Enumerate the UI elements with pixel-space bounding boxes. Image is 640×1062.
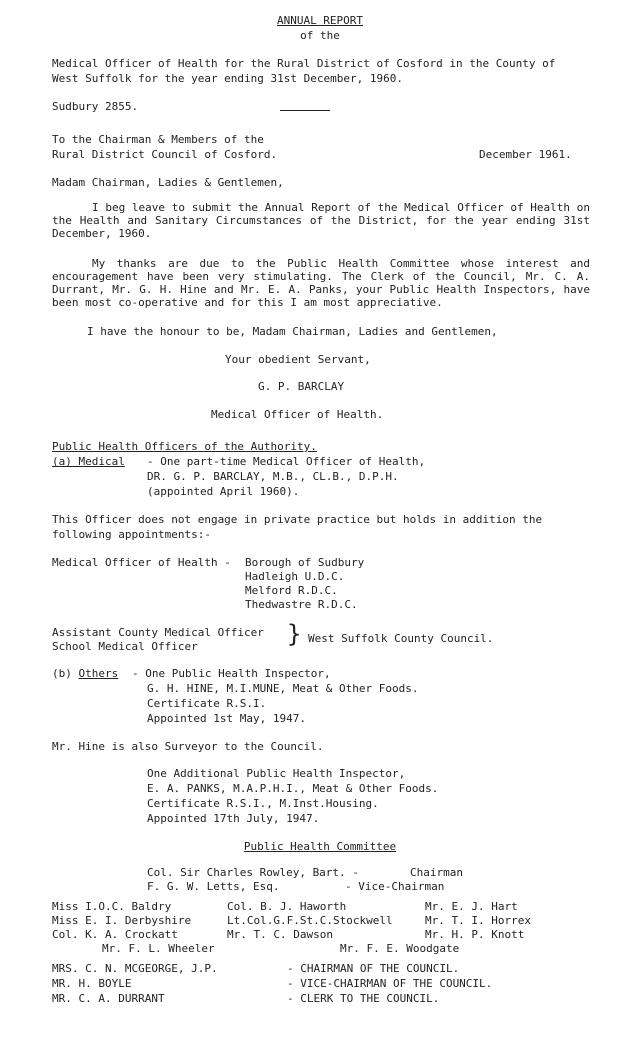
- county-council: West Suffolk County Council.: [308, 632, 494, 645]
- moh-place: Thedwastre R.D.C.: [245, 598, 358, 611]
- member-name: Mr. E. J. Hart: [425, 900, 518, 913]
- exofficio-name: MRS. C. N. MCGEORGE, J.P.: [52, 962, 218, 975]
- intro-line-1: Medical Officer of Health for the Rural District of Cosford in the County of: [52, 57, 556, 70]
- medical-line-1: - One part-time Medical Officer of Health,: [147, 455, 426, 468]
- additional-line: E. A. PANKS, M.A.P.H.I., Meat & Other Foods.: [147, 782, 439, 795]
- exofficio-role: - CLERK TO THE COUNCIL.: [287, 992, 440, 1005]
- signatory-title: Medical Officer of Health.: [211, 408, 384, 421]
- member-name: Col. B. J. Haworth: [227, 900, 347, 913]
- salutation: Madam Chairman, Ladies & Gentlemen,: [52, 176, 284, 189]
- signatory-name: G. P. BARCLAY: [258, 380, 345, 393]
- committee-heading: Public Health Committee: [243, 840, 397, 853]
- letter-date: December 1961.: [479, 148, 572, 161]
- chairman-role: Chairman: [410, 866, 463, 879]
- member-name: Lt.Col.G.F.St.C.Stockwell: [227, 914, 393, 927]
- exofficio-name: MR. H. BOYLE: [52, 977, 132, 990]
- hine-note: Mr. Hine is also Surveyor to the Council.: [52, 740, 324, 753]
- additional-line: One Additional Public Health Inspector,: [147, 767, 406, 780]
- member-name: Mr. H. P. Knott: [425, 928, 525, 941]
- intro-line-2: West Suffolk for the year ending 31st December, 1960.: [52, 72, 403, 85]
- additional-line: Certificate R.S.I., M.Inst.Housing.: [147, 797, 379, 810]
- member-name: Mr. T. I. Horrex: [425, 914, 531, 927]
- report-title: ANNUAL REPORT: [276, 14, 364, 27]
- member-name: Col. K. A. Crockatt: [52, 928, 178, 941]
- vice-chairman-role: - Vice-Chairman: [345, 880, 445, 893]
- exofficio-name: MR. C. A. DURRANT: [52, 992, 165, 1005]
- others-line: Appointed 1st May, 1947.: [147, 712, 306, 725]
- chairman-name: Col. Sir Charles Rowley, Bart. -: [147, 866, 359, 879]
- report-subtitle: of the: [300, 29, 340, 42]
- member-name: Mr. F. L. Wheeler: [102, 942, 215, 955]
- others-line: Certificate R.S.I.: [147, 697, 267, 710]
- divider: [280, 110, 330, 111]
- member-name: Mr. F. E. Woodgate: [340, 942, 460, 955]
- additional-line: Appointed 17th July, 1947.: [147, 812, 320, 825]
- others-line: - One Public Health Inspector,: [132, 667, 331, 680]
- exofficio-role: - VICE-CHAIRMAN OF THE COUNCIL.: [287, 977, 493, 990]
- member-name: Miss E. I. Derbyshire: [52, 914, 192, 927]
- member-name: Miss I.O.C. Baldry: [52, 900, 172, 913]
- medical-label: (a) Medical: [52, 455, 125, 468]
- honour-line: I have the honour to be, Madam Chairman, Ladies and Gentlemen,: [87, 325, 498, 338]
- exofficio-role: - CHAIRMAN OF THE COUNCIL.: [287, 962, 460, 975]
- brace-icon: }: [287, 620, 302, 648]
- address-line-1: To the Chairman & Members of the: [52, 133, 264, 146]
- moh-place: Borough of Sudbury: [245, 556, 365, 569]
- paragraph-report: I beg leave to submit the Annual Report of the Medical Officer of Health on the Health and Sanitary Circumstances of the District, for the year ending 31st December, 1960.: [52, 201, 590, 240]
- paragraph-thanks: My thanks are due to the Public Health Committee whose interest and encouragement have been very stimulating. The Clerk of the Council, Mr. C. A. Durrant, Mr. G. H. Hine and Mr. E. A. Panks, your Public Health Inspectors, have been most co-operative and for this I am most appreciative.: [52, 257, 590, 309]
- moh-label: Medical Officer of Health -: [52, 556, 231, 569]
- moh-place: Melford R.D.C.: [245, 584, 338, 597]
- others-label: (b) Others: [52, 667, 119, 680]
- moh-place: Hadleigh U.D.C.: [245, 570, 345, 583]
- practice-line-2: following appointments:-: [52, 528, 211, 541]
- school-officer: School Medical Officer: [52, 640, 198, 653]
- others-line: G. H. HINE, M.I.MUNE, Meat & Other Foods.: [147, 682, 419, 695]
- vice-chairman-name: F. G. W. Letts, Esq.: [147, 880, 280, 893]
- assistant-officer: Assistant County Medical Officer: [52, 626, 264, 639]
- phone-number: Sudbury 2855.: [52, 100, 139, 113]
- address-line-2: Rural District Council of Cosford.: [52, 148, 278, 161]
- medical-line-2: DR. G. P. BARCLAY, M.B., CL.B., D.P.H.: [147, 470, 399, 483]
- closing-servant: Your obedient Servant,: [225, 353, 371, 366]
- member-name: Mr. T. C. Dawson: [227, 928, 333, 941]
- practice-line-1: This Officer does not engage in private practice but holds in addition the: [52, 513, 543, 526]
- medical-line-3: (appointed April 1960).: [147, 485, 300, 498]
- officers-heading: Public Health Officers of the Authority.: [52, 440, 317, 453]
